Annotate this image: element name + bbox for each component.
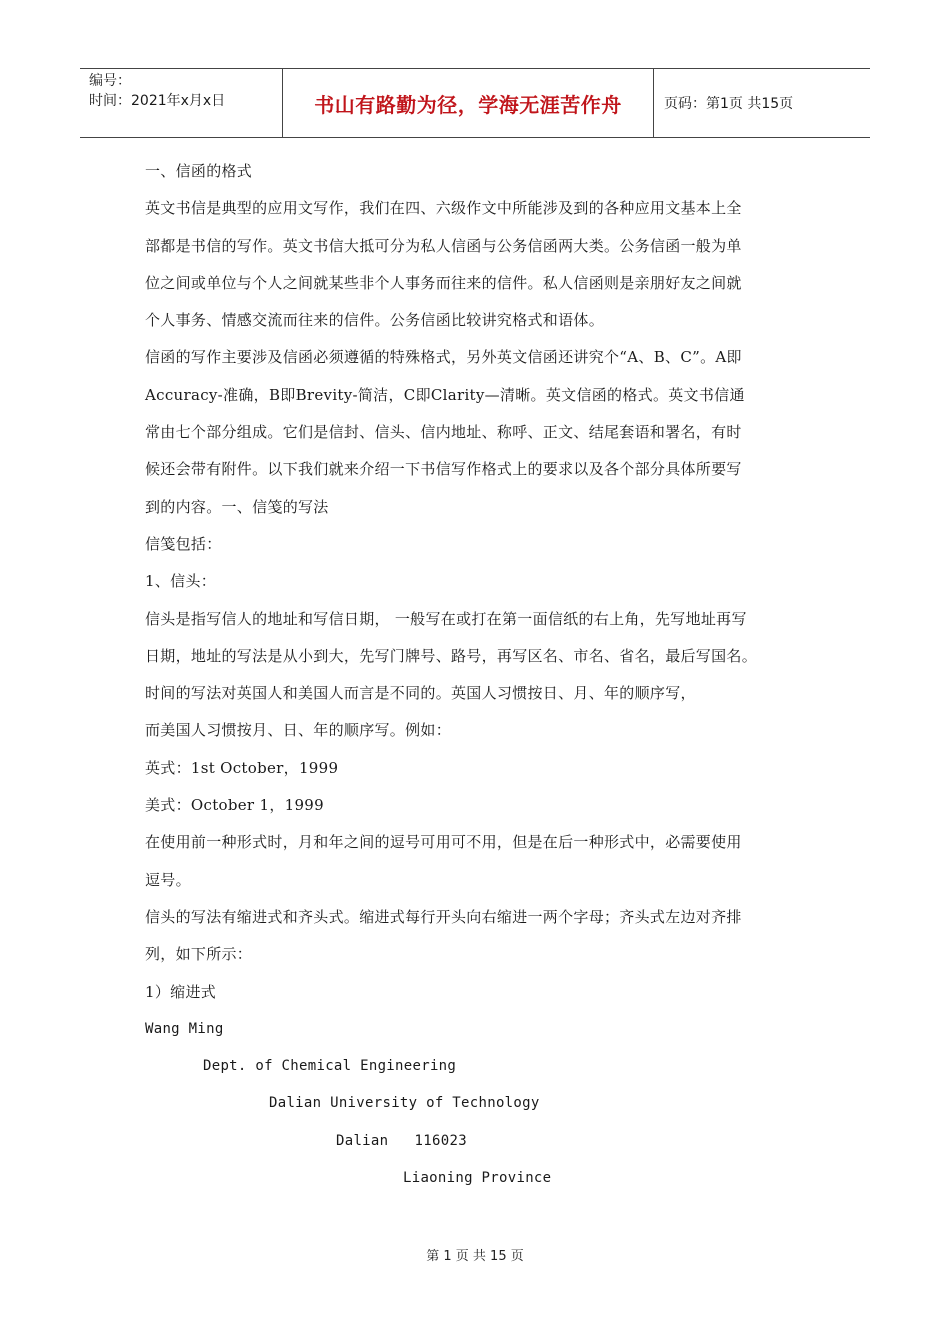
paragraph-line: 列，如下所示：: [145, 945, 253, 964]
paragraph-line: 而美国人习惯按月、日、年的顺序写。例如：: [145, 721, 452, 740]
motto-text: 书山有路勤为径，学海无涯苦作舟: [314, 92, 622, 117]
subsection-heading: 1）缩进式: [145, 982, 217, 1001]
address-line-name: Wang Ming: [145, 1020, 224, 1037]
paragraph-line: 英文书信是典型的应用文写作，我们在四、六级作文中所能涉及到的各种应用文基本上全: [145, 199, 742, 218]
example-line: 美式：October 1，1999: [145, 796, 324, 815]
page-header: [80, 68, 870, 138]
address-line-university: Dalian University of Technology: [269, 1095, 540, 1112]
number-label: 编号：: [89, 73, 131, 89]
paragraph-line: 逗号。: [145, 870, 191, 889]
paragraph-line: 信头是指写信人的地址和写信日期， 一般写在或打在第一面信纸的右上角，先写地址再写: [145, 609, 747, 628]
paragraph-line: 信笺包括：: [145, 534, 222, 553]
paragraph-line: Accuracy-准确，B即Brevity-简洁，C即Clarity—清晰。英文信函的格式。英文书信通: [145, 385, 745, 404]
section-heading: 一、信函的格式: [145, 162, 253, 180]
paragraph-line: 信函的写作主要涉及信函必须遵循的特殊格式，另外英文信函还讲究个“A、B、C”。A即: [145, 348, 742, 367]
address-line-dept: Dept. of Chemical Engineering: [203, 1058, 457, 1075]
page-footer: [0, 1245, 950, 1264]
paragraph-line: 日期，地址的写法是从小到大，先写门牌号、路号，再写区名、市名、省名，最后写国名。: [145, 646, 758, 665]
paragraph-line: 候还会带有附件。以下我们就来介绍一下书信写作格式上的要求以及各个部分具体所要写: [145, 460, 742, 479]
header-meta: [80, 69, 282, 137]
header-page-cell: [654, 69, 870, 137]
paragraph-line: 个人事务、情感交流而往来的信件。公务信函比较讲究格式和语体。: [145, 311, 605, 330]
paragraph-line: 时间的写法对英国人和美国人而言是不同的。英国人习惯按日、月、年的顺序写，: [145, 684, 696, 703]
address-line-city: Dalian 116023: [336, 1132, 467, 1149]
subsection-heading: 1、信头：: [145, 572, 217, 591]
paragraph-line: 部都是书信的写作。英文书信大抵可分为私人信函与公务信函两大类。公务信函一般为单: [145, 236, 742, 255]
page-info: 页码：第1页 共15页: [664, 96, 794, 112]
document-body: [145, 153, 815, 1197]
paragraph-line: 到的内容。一、信笺的写法: [145, 497, 329, 516]
address-line-province: Liaoning Province: [403, 1170, 552, 1187]
header-motto-cell: [282, 69, 654, 137]
time-label: 时间：2021年x月x日: [89, 93, 226, 109]
paragraph-line: 在使用前一种形式时，月和年之间的逗号可用可不用，但是在后一种形式中，必需要使用: [145, 833, 742, 852]
footer-page-number: 第 1 页 共 15 页: [426, 1249, 524, 1264]
example-line: 英式：1st October，1999: [145, 758, 339, 777]
paragraph-line: 位之间或单位与个人之间就某些非个人事务而往来的信件。私人信函则是亲朋好友之间就: [145, 273, 742, 292]
paragraph-line: 信头的写法有缩进式和齐头式。缩进式每行开头向右缩进一两个字母；齐头式左边对齐排: [145, 907, 742, 926]
paragraph-line: 常由七个部分组成。它们是信封、信头、信内地址、称呼、正文、结尾套语和署名，有时: [145, 423, 742, 442]
